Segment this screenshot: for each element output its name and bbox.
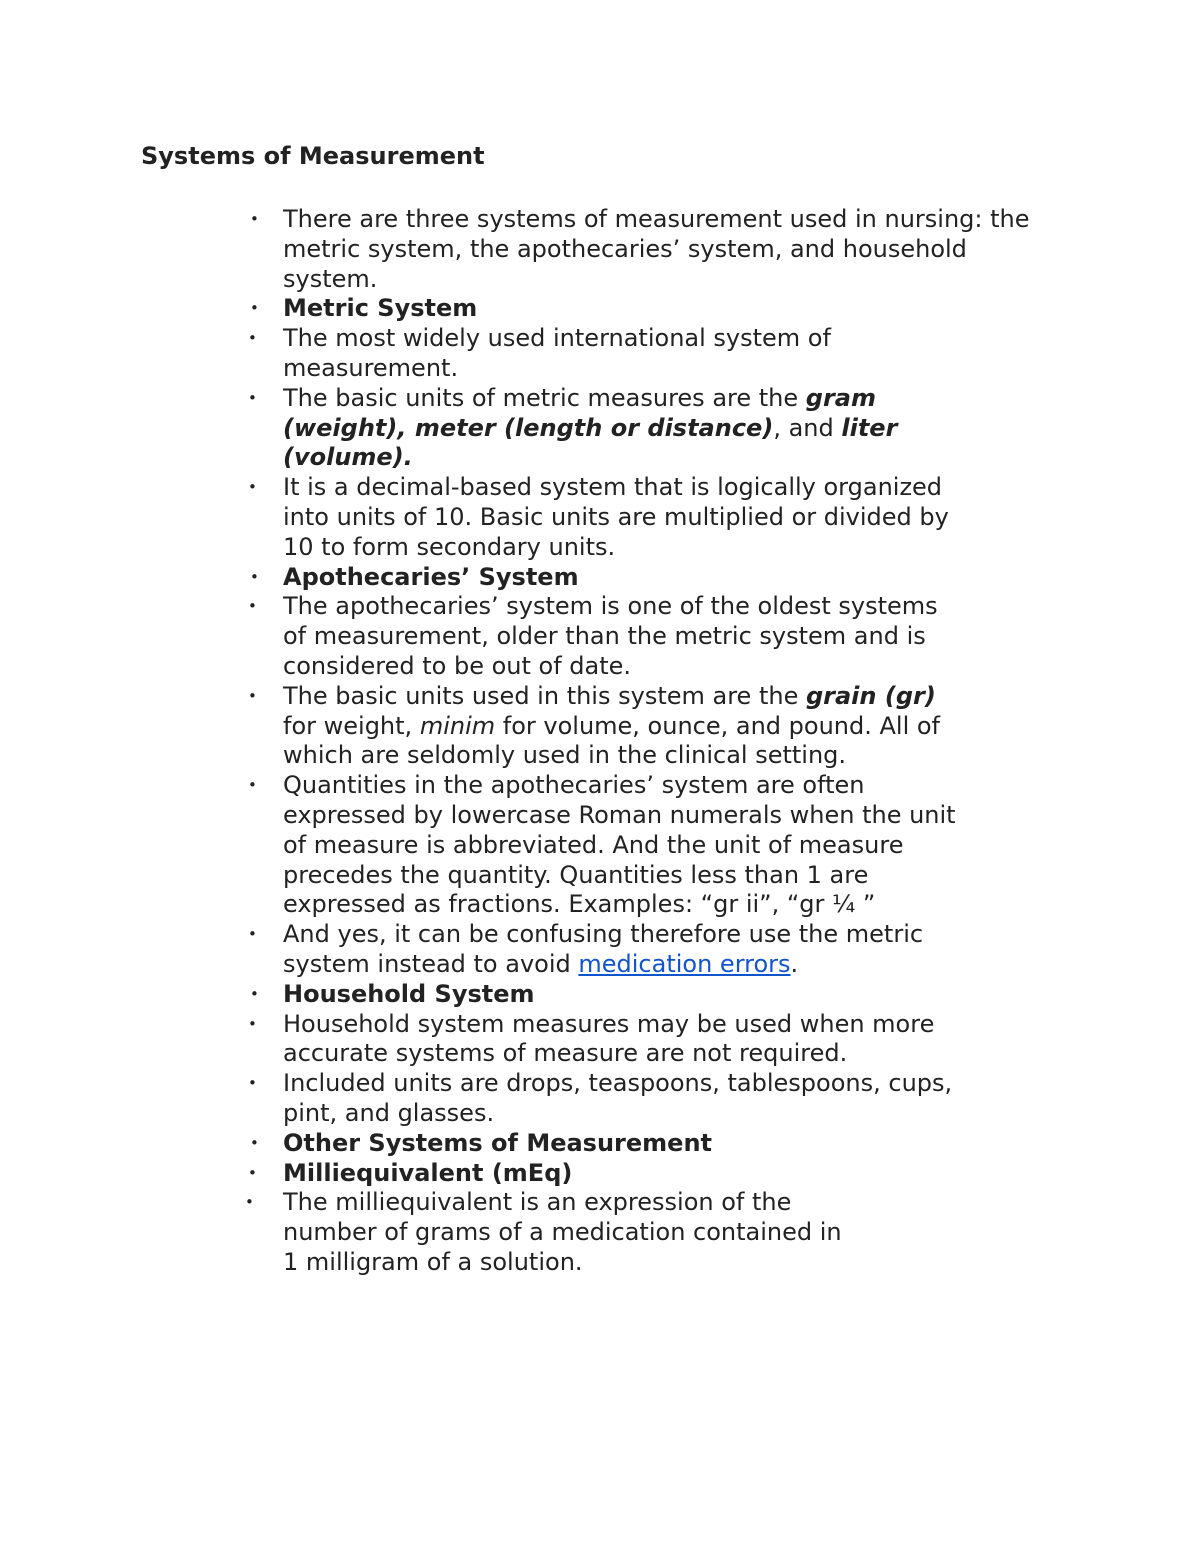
list-item-apothecaries-system bbox=[0, 563, 1063, 980]
apothecaries-bullet-2-pre: The basic units used in this system are the bbox=[283, 681, 806, 710]
apothecaries-bullet-4-post: . bbox=[790, 949, 799, 978]
metric-bullet-2-pre: The basic units of metric measures are the bbox=[283, 383, 806, 412]
bullet-icon: • bbox=[248, 776, 257, 795]
other-systems-list bbox=[245, 1158, 963, 1278]
list-item bbox=[248, 383, 963, 473]
list-item-metric-system bbox=[0, 294, 1063, 562]
metric-bullet-3: It is a decimal-based system that is logically organized into units of 10. Basic units are multiplied or divided by 10 to form secondary units. bbox=[283, 473, 949, 561]
list-item bbox=[248, 681, 963, 771]
bullet-icon: • bbox=[248, 925, 257, 944]
bullet-icon: • bbox=[250, 984, 259, 1003]
household-bullet-2: Included units are drops, teaspoons, tablespoons, cups, pint, and glasses. bbox=[283, 1069, 953, 1127]
apothecaries-bullet-4-pre: And yes, it can be confusing therefore use the metric system instead to avoid bbox=[283, 920, 924, 978]
bullet-icon: • bbox=[248, 388, 257, 407]
apothecaries-bullet-3: Quantities in the apothecaries’ system are often expressed by lowercase Roman numerals when the unit of measure is abbreviated. And the unit of measure precedes the quantity. Quantities less than 1 are expressed as fractions. Examples: “gr ii”, “gr ¼ ” bbox=[283, 771, 956, 919]
bullet-icon: • bbox=[248, 478, 257, 497]
metric-bullet-2-mid: , and bbox=[773, 413, 842, 442]
bullet-icon: • bbox=[245, 1193, 254, 1212]
list-item bbox=[248, 324, 963, 384]
milliequivalent-heading: Milliequivalent (mEq) bbox=[283, 1158, 573, 1187]
bullet-icon: • bbox=[248, 1163, 257, 1182]
household-bullet-1: Household system measures may be used when more accurate systems of measure are not required. bbox=[283, 1009, 935, 1068]
list-item bbox=[248, 1009, 963, 1070]
list-item bbox=[248, 1069, 963, 1129]
top-level-list bbox=[0, 205, 1100, 1278]
apothecaries-bullet-2-post: for volume, ounce, and pound. All of which are seldomly used in the clinical setting. bbox=[283, 711, 941, 770]
bullet-icon: • bbox=[250, 210, 259, 228]
list-item bbox=[248, 771, 963, 920]
household-system-heading: Household System bbox=[283, 979, 535, 1008]
bullet-icon: • bbox=[248, 686, 257, 705]
apothecaries-bullet-2-mid: for weight, bbox=[283, 711, 420, 740]
list-item-household-system bbox=[0, 980, 1063, 1129]
bullet-icon: • bbox=[250, 299, 259, 318]
bullet-icon: • bbox=[248, 597, 257, 616]
list-item-other-systems bbox=[0, 1129, 1063, 1278]
list-item-intro bbox=[0, 205, 1063, 294]
apothecaries-system-heading: Apothecaries’ System bbox=[283, 562, 579, 591]
bullet-icon: • bbox=[248, 1014, 257, 1033]
apothecaries-system-list bbox=[248, 592, 963, 979]
apothecaries-bullet-1: The apothecaries’ system is one of the oldest systems of measurement, older than the metric system and is considered to be out of date. bbox=[283, 592, 938, 680]
list-item bbox=[245, 1188, 858, 1277]
medication-errors-link[interactable]: medication errors bbox=[578, 949, 791, 978]
bullet-icon: • bbox=[250, 567, 259, 586]
list-item-milliequivalent bbox=[245, 1158, 963, 1278]
metric-gram-meter-term: gram (weight), meter (length or distance) bbox=[283, 383, 876, 442]
bullet-icon: • bbox=[248, 329, 257, 348]
metric-bullet-1: The most widely used international system of measurement. bbox=[283, 324, 831, 382]
milliequivalent-bullet-1: The milliequivalent is an expression of the number of grams of a medication contained in 1 milligram of a solution. bbox=[283, 1188, 842, 1276]
apothecaries-grain-term: grain (gr) bbox=[805, 681, 936, 710]
bullet-icon: • bbox=[248, 1074, 257, 1093]
metric-system-list bbox=[248, 324, 963, 562]
apothecaries-minim-term: minim bbox=[419, 711, 496, 740]
list-item bbox=[248, 920, 963, 980]
other-systems-heading: Other Systems of Measurement bbox=[283, 1128, 713, 1157]
list-item bbox=[248, 592, 963, 681]
bullet-icon: • bbox=[250, 1133, 259, 1152]
milliequivalent-list bbox=[245, 1188, 858, 1277]
page-title: Systems of Measurement bbox=[141, 142, 485, 170]
household-system-list bbox=[248, 1009, 963, 1129]
list-item bbox=[248, 473, 963, 562]
intro-text: There are three systems of measurement used in nursing: the metric system, the apothecaries’ system, and household system. bbox=[283, 205, 1030, 293]
metric-system-heading: Metric System bbox=[283, 294, 478, 323]
metric-liter-term: liter (volume). bbox=[283, 413, 898, 472]
